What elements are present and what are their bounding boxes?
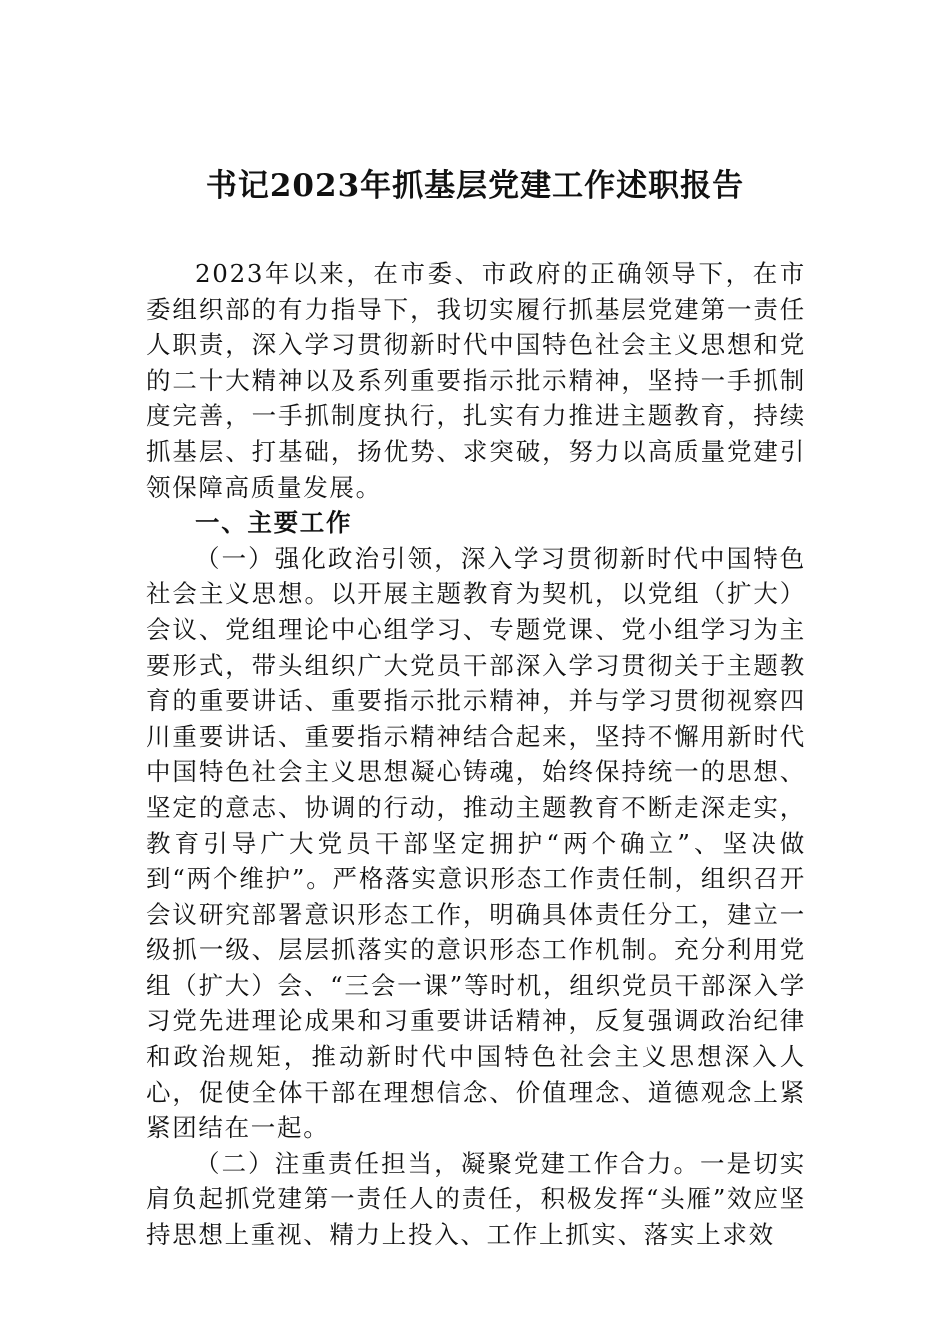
paragraph-2: （二）注重责任担当，凝聚党建工作合力。一是切实肩负起抓党建第一责任人的责任，积极发挥“头雁”效应坚持思想上重视、精力上投入、工作上抓实、落实上求效	[146, 1148, 806, 1250]
paragraph-1: （一）强化政治引领，深入学习贯彻新时代中国特色社会主义思想。以开展主题教育为契机，以党组（扩大）会议、党组理论中心组学习、专题党课、党小组学习为主要形式，带头组织广大党员干部深入学习贯彻关于主题教育的重要讲话、重要指示批示精神，并与学习贯彻视察四川重要讲话、重要指示精神结合起来，坚持不懈用新时代中国特色社会主义思想凝心铸魂，始终保持统一的思想、坚定的意志、协调的行动，推动主题教育不断走深走实，教育引导广大党员干部坚定拥护“两个确立”、坚决做到“两个维护”。严格落实意识形态工作责任制，组织召开会议研究部署意识形态工作，明确具体责任分工，建立一级抓一级、层层抓落实的意识形态工作机制。充分利用党组（扩大）会、“三会一课”等时机，组织党员干部深入学习党先进理论成果和习重要讲话精神，反复强调政治纪律和政治规矩，推动新时代中国特色社会主义思想深入人心，促使全体干部在理想信念、价值理念、道德观念上紧紧团结在一起。	[146, 543, 806, 1143]
document-title: 书记2023年抓基层党建工作述职报告	[205, 168, 745, 204]
section-heading: 一、主要工作	[195, 508, 353, 538]
document-body	[146, 256, 806, 1253]
intro-paragraph: 2023年以来，在市委、市政府的正确领导下，在市委组织部的有力指导下，我切实履行抓基层党建第一责任人职责，深入学习贯彻新时代中国特色社会主义思想和党的二十大精神以及系列重要指示批示精神，坚持一手抓制度完善，一手抓制度执行，扎实有力推进主题教育，持续抓基层、打基础，扬优势、求突破，努力以高质量党建引领保障高质量发展。	[146, 259, 806, 502]
